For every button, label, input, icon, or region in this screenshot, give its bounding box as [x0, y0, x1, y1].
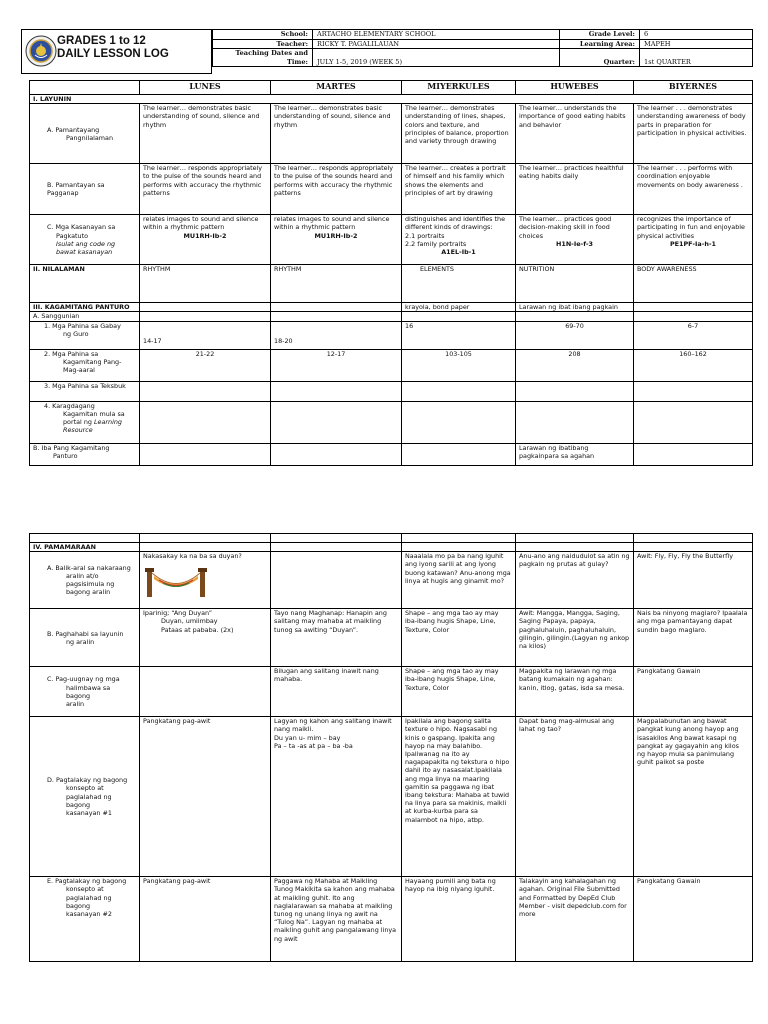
- section-kagamitan: III. KAGAMITANG PANTURO: [30, 303, 140, 312]
- info-table: [212, 29, 753, 67]
- table-cell: [516, 312, 634, 321]
- table-cell: Shape – ang mga tao ay may iba-ibang hugis Shape, Line, Texture, Color: [402, 609, 516, 667]
- area-value: MAPEH: [640, 39, 753, 49]
- cell-text: Lagyan ng kahon ang salitang inawit nang maikli.: [274, 717, 392, 734]
- row-label-line: kasanayan #1: [66, 809, 112, 817]
- row-label-line: ng aralin: [66, 637, 95, 646]
- table-cell: Tayo nang Maghanap: Hanapin ang salitang may mahaba at maikling tunog sa awiting “Duyan”.: [271, 609, 402, 667]
- procedure-table: [29, 533, 753, 962]
- row-label-line: pagsisimula ng: [66, 580, 115, 589]
- table-cell: [271, 303, 402, 312]
- row-label: [30, 667, 140, 717]
- table-cell: [516, 543, 634, 552]
- row-label: [30, 609, 140, 667]
- table-cell: [402, 312, 516, 321]
- day-header: HUWEBES: [516, 81, 634, 95]
- area-label: Learning Area:: [560, 39, 640, 49]
- table-cell: 21-22: [140, 349, 271, 381]
- table-cell: 6-7: [634, 321, 753, 349]
- hammock-icon: [145, 564, 207, 598]
- row-label: [30, 552, 140, 609]
- row-label: [30, 381, 140, 401]
- table-cell: [402, 215, 516, 265]
- table-cell: [634, 543, 753, 552]
- row-label: [30, 717, 140, 877]
- table-cell: [402, 543, 516, 552]
- section-nilalaman: II. NILALAMAN: [30, 265, 140, 303]
- quarter-value: 1st QUARTER: [640, 49, 753, 67]
- table-cell: [140, 303, 271, 312]
- table-cell: [402, 534, 516, 543]
- cell-text: Pa – ta -as at pa – ba -ba: [274, 741, 353, 750]
- table-cell: Nais ba ninyong maglaro? Ipaalala ang mga pamantayang dapat sundin bago maglaro.: [634, 609, 753, 667]
- table-cell: [634, 303, 753, 312]
- sanggunian-label: A. Sanggunian: [30, 312, 140, 321]
- row-label: [30, 164, 140, 215]
- row-label-line: Resource: [63, 426, 93, 435]
- table-cell: [271, 381, 402, 401]
- cell-text: Nakasakay ka na ba sa duyan?: [143, 552, 242, 561]
- day-header: LUNES: [140, 81, 271, 95]
- row-label-line: 2. Mga Pahina sa: [44, 349, 99, 358]
- table-cell: [140, 312, 271, 321]
- table-cell: Magpakita ng larawan ng mga batang kumakain ng agahan: kanin, itlog, gatas, isda sa mesa.: [516, 667, 634, 717]
- table-cell: Awit: Mangga, Mangga, Saging, Saging Papaya, papaya, paghaluhaluin, paghaluhaluin, gilingin, gilingin.(Lagyan ng ankop na kilos): [516, 609, 634, 667]
- table-cell: [271, 717, 402, 877]
- table-cell: 208: [516, 349, 634, 381]
- table-cell: [140, 609, 271, 667]
- dates-value: JULY 1-5, 2019 (WEEK 5): [313, 49, 560, 67]
- table-cell: [402, 443, 516, 465]
- table-cell: The learner… creates a portrait of himself and his family which shows the elements and principles of art by drawing: [402, 164, 516, 215]
- table-cell: 12-17: [271, 349, 402, 381]
- table-cell: ELEMENTS: [402, 265, 516, 303]
- table-cell: [140, 534, 271, 543]
- title-line-2: DAILY LESSON LOG: [57, 48, 169, 60]
- competency-code: MU1RH-Ib-2: [183, 231, 227, 240]
- row-label: [30, 349, 140, 381]
- cell-text: 2.1 portraits: [405, 231, 445, 240]
- table-cell: Paggawa ng Mahaba at Maikling Tunog Makikita sa kahon ang mahaba at maikling guhit. Ito ang naglalarawan sa mahaba at maikling tunog ng unang linya ng awit na “Tulog Na”. Lagyan ng mahaba at maikling guhit ang pangalawang linya ng awit: [271, 877, 402, 962]
- table-cell: Talakayin ang kahalagahan ng agahan. Original File Submitted and Formatted by DepEd Club Member - visit depedclub.com for more: [516, 877, 634, 962]
- row-label-word: portal ng: [63, 418, 92, 427]
- row-label-line: paglalahad ng bagong: [66, 792, 112, 809]
- table-cell: [634, 312, 753, 321]
- row-label-line: konsepto at: [66, 784, 104, 793]
- table-cell: [516, 534, 634, 543]
- lesson-table: [29, 80, 753, 466]
- row-label-line: ng Guro: [63, 329, 89, 338]
- table-cell: The learner . . . demonstrates understanding awareness of body parts in preparation for participation in physical activities.: [634, 104, 753, 164]
- row-label-word: Learning: [93, 418, 122, 427]
- row-label-line: bagong aralin: [66, 588, 111, 597]
- row-label-line: D. Pagtalakay ng bagong: [47, 776, 128, 785]
- table-cell: Dapat bang mag-almusal ang lahat ng tao?: [516, 717, 634, 877]
- cell-text: recognizes the importance of participating in fun and enjoyable physical activities: [637, 215, 745, 240]
- table-cell: 160–162: [634, 349, 753, 381]
- table-cell: [140, 543, 271, 552]
- competency-code: A1EL-Ib-1: [441, 248, 476, 257]
- table-cell: 18-20: [271, 321, 402, 349]
- row-label: [30, 321, 140, 349]
- row-label: [30, 104, 140, 164]
- row-label: [30, 401, 140, 443]
- row-label-line: Mag-aaral: [63, 366, 95, 375]
- table-cell: The learner… demonstrates basic understanding of sound, silence and rhythm: [271, 104, 402, 164]
- cell-text: relates images to sound and silence within a rhythmic pattern: [274, 215, 390, 232]
- row-label-line: C. Mga Kasanayan sa: [47, 223, 116, 232]
- table-cell: The learner… practices healthful eating habits daily: [516, 164, 634, 215]
- row-label-line: B. Iba Pang Kagamitang: [33, 443, 110, 452]
- table-cell: Anu-ano ang naidudulot sa atin ng pagkain ng prutas at gulay?: [516, 552, 634, 609]
- row-label-line: E. Pagtalakay ng bagong: [47, 877, 127, 886]
- table-cell: Pangkatang Gawain: [634, 877, 753, 962]
- section-pamamaraan: IV. PAMAMARAAN: [30, 543, 140, 552]
- competency-code: MU1RH-Ib-2: [314, 231, 358, 240]
- school-label: School:: [213, 30, 313, 40]
- day-header: MARTES: [271, 81, 402, 95]
- cell-text: 2.2 family portraits: [405, 239, 467, 248]
- table-cell: [634, 534, 753, 543]
- teacher-label: Teacher:: [213, 39, 313, 49]
- table-cell: [271, 543, 402, 552]
- row-label-line: Isulat ang code ng bawat kasanayan: [56, 239, 116, 256]
- deped-seal-icon: [25, 35, 57, 67]
- table-cell: [271, 401, 402, 443]
- table-cell: [634, 443, 753, 465]
- row-label-line: 3. Mga Pahina sa Teksbuk: [44, 381, 126, 390]
- table-cell: Larawan ng ibat ibang pagkain: [516, 303, 634, 312]
- table-cell: The learner… responds appropriately to the pulse of the sounds heard and performs with accuracy the rhythmic patterns: [271, 164, 402, 215]
- table-cell: Larawan ng ibatibang pagkainpara sa agahan: [516, 443, 634, 465]
- table-cell: Naaalala mo pa ba nang iguhit ang iyong sarili at ang iyong buong katawan? Anu-anong mga linya at hugis ang ginamit mo?: [402, 552, 516, 609]
- table-cell: [140, 215, 271, 265]
- row-label-line: Kagamitan mula sa: [63, 409, 125, 418]
- section-layunin: I. LAYUNIN: [30, 95, 753, 104]
- table-cell: [271, 534, 402, 543]
- row-label-line: A. Balik-aral sa nakaraang: [47, 563, 131, 572]
- row-label-line: halimbawa sa bagong: [66, 683, 111, 700]
- table-cell: [516, 215, 634, 265]
- table-cell: Magpalabunutan ang bawat pangkat kung anong hayop ang isasakilos Ang bawat kasapi ng pangkat ay gagayahin ang kilos ng hayop mula sa panimulang guhit paikot sa poste: [634, 717, 753, 877]
- row-label-line: Pangnilalaman: [66, 133, 113, 142]
- table-cell: RHYTHM: [140, 265, 271, 303]
- table-cell: [402, 401, 516, 443]
- row-label-line: 1. Mga Pahina sa Gabay: [44, 321, 121, 330]
- row-label: [30, 443, 140, 465]
- cell-text: Duyan, umiimbay: [161, 617, 218, 626]
- dates-label: [213, 49, 313, 67]
- table-cell: Pangkatang Gawain: [634, 667, 753, 717]
- table-cell: 103-105: [402, 349, 516, 381]
- teacher-value: RICKY T. PAGALILAUAN: [313, 39, 560, 49]
- table-cell: RHYTHM: [271, 265, 402, 303]
- row-label-line: aralin: [66, 699, 85, 708]
- dates-label-line2: Time:: [286, 57, 308, 66]
- table-cell: BODY AWARENESS: [634, 265, 753, 303]
- cell-text: The learner… practices good decision-making skill in food choices: [519, 215, 612, 240]
- cell-text: relates images to sound and silence within a rhythmic pattern: [143, 215, 259, 232]
- row-label-line: aralin at/o: [66, 572, 99, 580]
- lesson-log-title: [57, 35, 169, 61]
- table-cell: Hayaang pumili ang bata ng hayop na ibig niyang iguhit.: [402, 877, 516, 962]
- table-cell: [271, 552, 402, 609]
- row-label-line: paglalahad ng bagong: [66, 893, 112, 910]
- table-cell: [140, 552, 271, 609]
- row-label-line: C. Pag-uugnay ng mga: [47, 675, 120, 684]
- row-label-line: B. Pamantayan sa Pagganap: [47, 181, 105, 198]
- row-label: [30, 215, 140, 265]
- title-line-1: GRADES 1 to 12: [57, 35, 146, 47]
- table-cell: Awit: Fly, Fly, Fly the Butterfly: [634, 552, 753, 609]
- table-cell: [402, 381, 516, 401]
- table-cell: The learner… demonstrates basic understanding of sound, silence and rhythm: [140, 104, 271, 164]
- table-cell: [271, 312, 402, 321]
- row-label-line: Kagamitang Pang-: [63, 357, 122, 366]
- table-cell: [140, 667, 271, 717]
- row-label-line: konsepto at: [66, 885, 104, 894]
- dates-label-line1: Teaching Dates and: [235, 49, 308, 58]
- corner-cell: [30, 81, 140, 95]
- row-label-line: B. Paghahabi sa layunin: [47, 629, 124, 638]
- table-cell: [140, 381, 271, 401]
- table-cell: The learner… demonstrates understanding of lines, shapes, colors and texture, and principles of balance, proportion and variety through drawing: [402, 104, 516, 164]
- row-label-line: 4. Karagdagang: [44, 401, 95, 410]
- table-cell: [634, 401, 753, 443]
- table-cell: [140, 443, 271, 465]
- table-cell: [30, 534, 140, 543]
- cell-text: Du yan u- mim – bay: [274, 733, 341, 742]
- table-cell: Ipakilala ang bagong salita texture o hipo. Nagsasabi ng kinis o gaspang. Ipakita ang hayop na may balahibo. Ipaliwanag na ito ay nagapapakita ng tekstura o hipo dahil ito ay nasasalat.Ipakilala ang mga linya na maaring gamitin sa paggawa ng ibat ibang tekstura: Mahaba at tuwid na linya para sa makinis, maikli at kurba-kurba para sa malambot na hipo, atbp.: [402, 717, 516, 877]
- cell-text: distinguishes and identifies the different kinds of drawings:: [405, 215, 506, 232]
- title-box: [21, 29, 212, 74]
- table-cell: [271, 215, 402, 265]
- table-cell: krayola, bond paper: [402, 303, 516, 312]
- row-label-line: Panturo: [53, 451, 78, 460]
- grade-value: 6: [640, 30, 753, 40]
- table-cell: [634, 215, 753, 265]
- competency-code: PE1PF-Ia-h-1: [670, 239, 716, 248]
- table-cell: [634, 381, 753, 401]
- day-header: MIYERKULES: [402, 81, 516, 95]
- table-cell: Pangkatang pag-awit: [140, 717, 271, 877]
- table-cell: The learner… responds appropriately to the pulse of the sounds heard and performs with accuracy the rhythmic patterns: [140, 164, 271, 215]
- cell-text: Pataas at pababa. (2x): [161, 625, 234, 634]
- row-label-line: Pagkatuto: [56, 231, 89, 240]
- table-cell: The learner . . . performs with coordination enjoyable movements on body awareness .: [634, 164, 753, 215]
- table-cell: Bilugan ang salitang inawit nang mahaba.: [271, 667, 402, 717]
- row-label-line: [33, 418, 136, 426]
- row-label-line: A. Pamantayang: [47, 125, 100, 134]
- table-cell: NUTRITION: [516, 265, 634, 303]
- table-cell: [516, 381, 634, 401]
- table-cell: [271, 443, 402, 465]
- table-cell: Pangkatang pag-awit: [140, 877, 271, 962]
- row-label-line: kasanayan #2: [66, 910, 112, 919]
- table-cell: 16: [402, 321, 516, 349]
- quarter-label: Quarter:: [560, 49, 640, 67]
- table-cell: 69-70: [516, 321, 634, 349]
- competency-code: H1N-Ie-f-3: [556, 239, 593, 248]
- table-cell: Shape – ang mga tao ay may iba-ibang hugis Shape, Line, Texture, Color: [402, 667, 516, 717]
- row-label: [30, 877, 140, 962]
- table-cell: [140, 401, 271, 443]
- table-cell: The learner… understands the importance of good eating habits and behavior: [516, 104, 634, 164]
- table-cell: [516, 401, 634, 443]
- cell-text: Iparinig; “Ang Duyan”: [143, 609, 213, 618]
- table-cell: 14-17: [140, 321, 271, 349]
- day-header: BIYERNES: [634, 81, 753, 95]
- grade-label: Grade Level:: [560, 30, 640, 40]
- school-value: ARTACHO ELEMENTARY SCHOOL: [313, 30, 560, 40]
